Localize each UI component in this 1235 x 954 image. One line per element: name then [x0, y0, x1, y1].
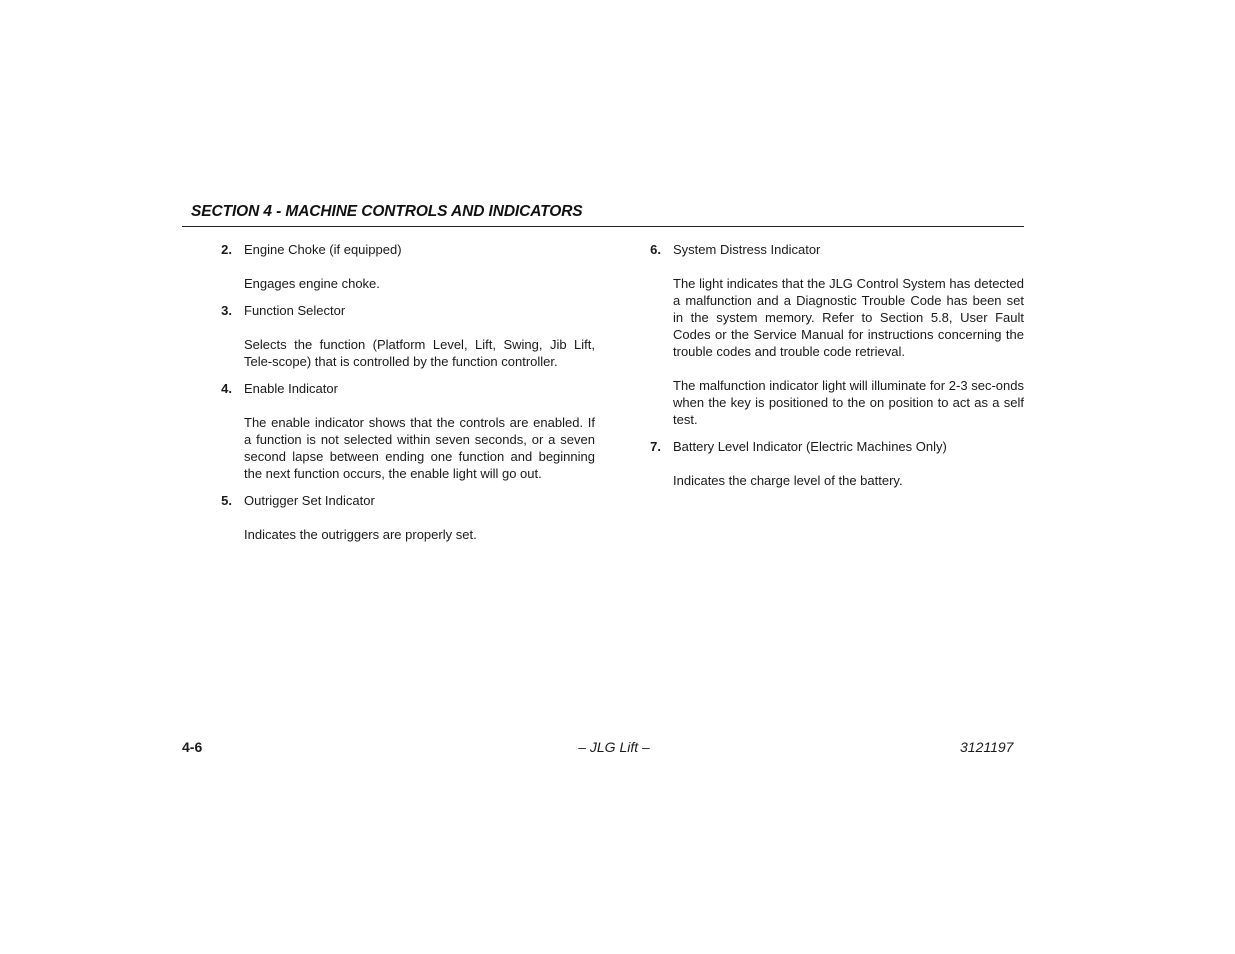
item-description: The light indicates that the JLG Control System has detected a malfunction and a Diagnostic Trouble Code has been set in the system memory. Refer to Section 5.8, User Fault Codes or the Service Manual for instructions concerning the trouble codes and trouble code retrieval.	[673, 276, 1024, 359]
footer-title: – JLG Lift –	[578, 739, 650, 755]
document-number: 3121197	[960, 739, 1014, 755]
item-title: Battery Level Indicator (Electric Machines Only)	[673, 439, 947, 454]
item-title: Outrigger Set Indicator	[244, 493, 375, 508]
list-item	[211, 492, 595, 543]
right-column	[640, 241, 1024, 489]
item-number: 5.	[221, 493, 232, 508]
item-number: 6.	[650, 242, 661, 257]
item-number: 3.	[221, 303, 232, 318]
header-divider	[182, 226, 1024, 227]
item-title: Function Selector	[244, 303, 346, 318]
item-title: Enable Indicator	[244, 381, 338, 396]
item-number: 7.	[650, 439, 661, 454]
section-title: SECTION 4 - MACHINE CONTROLS AND INDICATORS	[191, 203, 583, 220]
item-description: The enable indicator shows that the controls are enabled. If a function is not selected within seven seconds, or a seven second lapse between ending one function and beginning the next function occurs, the enable light will go out.	[244, 415, 595, 481]
item-description: Selects the function (Platform Level, Lift, Swing, Jib Lift, Tele-scope) that is controlled by the function controller.	[244, 337, 595, 369]
item-description: Engages engine choke.	[244, 276, 380, 291]
item-number: 2.	[221, 242, 232, 257]
list-item	[211, 380, 595, 482]
item-number: 4.	[221, 381, 232, 396]
page-number: 4-6	[182, 739, 203, 755]
item-description: Indicates the charge level of the battery.	[673, 473, 903, 488]
left-column	[211, 241, 595, 543]
item-description: The malfunction indicator light will illuminate for 2-3 sec-onds when the key is positioned to the on position to act as a self test.	[673, 378, 1024, 427]
list-item	[640, 241, 1024, 428]
list-item	[211, 302, 595, 370]
item-title: Engine Choke (if equipped)	[244, 242, 402, 257]
item-description: Indicates the outriggers are properly set.	[244, 527, 477, 542]
list-item	[211, 241, 595, 292]
item-title: System Distress Indicator	[673, 242, 821, 257]
list-item	[640, 438, 1024, 489]
